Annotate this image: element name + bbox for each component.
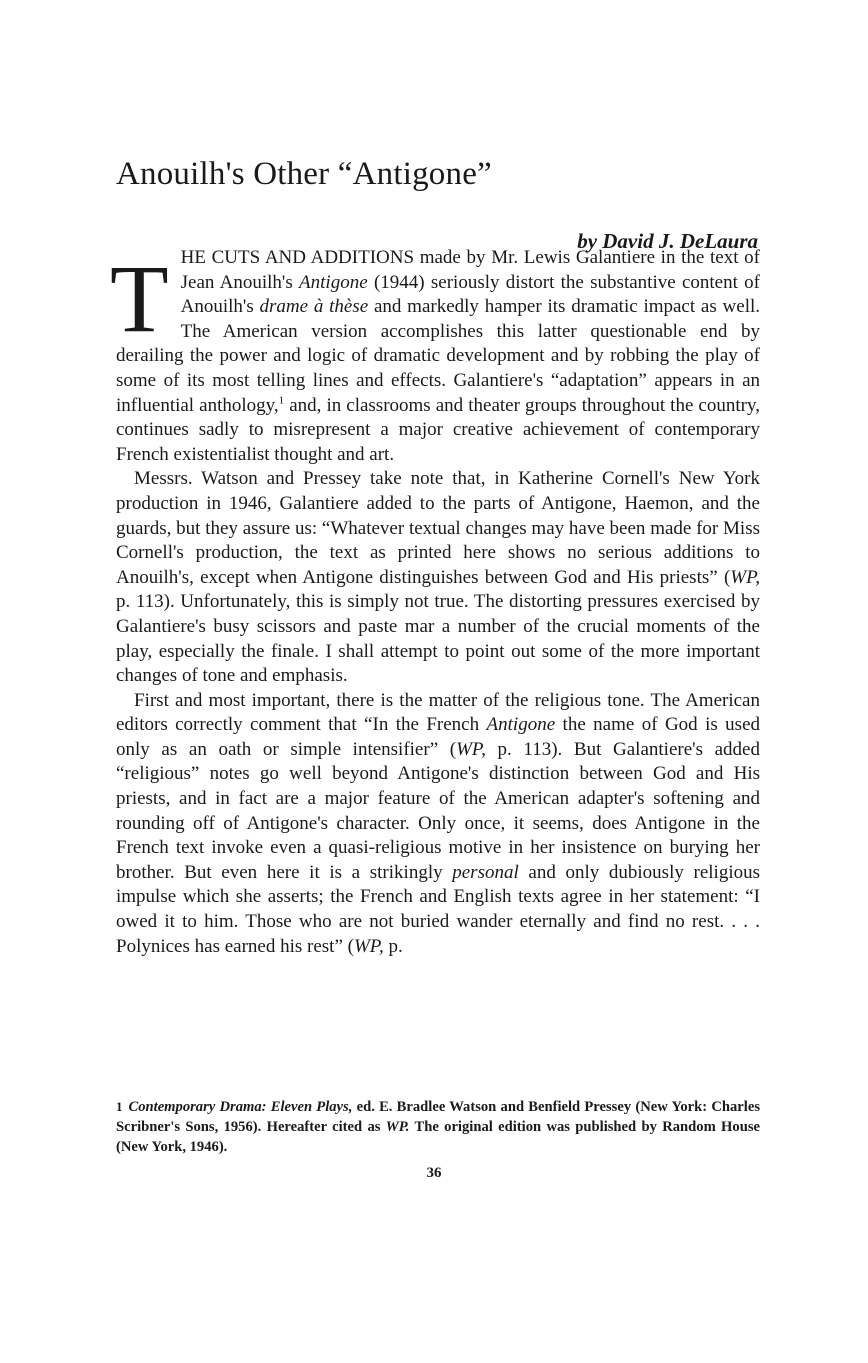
text-run: HE CUTS AND ADDITIONS made by Mr. Lewis Galantiere in the text of Jean Anouilh's bbox=[180, 247, 760, 293]
footnote-text bbox=[116, 1099, 760, 1155]
page-number: 36 bbox=[426, 1165, 442, 1181]
text-run: the name of God is used only as an oath or simple intensifier” ( bbox=[116, 714, 761, 760]
article-byline: by David J. DeLaura bbox=[577, 229, 758, 253]
footnote-ref: 1 bbox=[278, 394, 285, 407]
italic-run: WP, bbox=[730, 566, 760, 588]
italic-run: drame à thèse bbox=[259, 296, 369, 318]
article-body bbox=[110, 245, 761, 959]
text-run: and, in classrooms and theater groups throughout the country, continues sadly to misrepresent a major creative achievement of contemporary French existentialist thought and art. bbox=[116, 394, 760, 465]
paragraph-1 bbox=[110, 245, 760, 467]
text-run: p. 113). But Galantiere's added “religious” notes go well beyond Antigone's distinction between God and His priests, and in fact are a major feature of the American adapter's softening and rounding off of Antigone's character. Only once, it seems, does Antigone in the French text invoke even a quasi-religious motive in her insistence on burying her brother. But even here it is a strikingly bbox=[116, 738, 760, 883]
italic-run: Antigone bbox=[299, 271, 368, 293]
text-run: ed. E. Bradlee Watson and Benfield Pressey (New York: Charles Scribner's Sons, 1956). Hereafter cited as bbox=[116, 1099, 760, 1135]
text-run: p. bbox=[383, 935, 403, 957]
italic-run: Antigone bbox=[486, 714, 556, 736]
text-run: First and most important, there is the matter of the religious tone. The American editors correctly comment that “In the French bbox=[116, 689, 760, 736]
text-run: p. 113). Unfortunately, this is simply not true. The distorting pressures exercised by Galantiere's busy scissors and paste mar a number of the crucial moments of the play, especially the finale. I shall attempt to point out some of the more important changes of tone and emphasis. bbox=[116, 591, 760, 687]
italic-run: WP. bbox=[385, 1119, 410, 1135]
italic-run: personal bbox=[452, 861, 519, 883]
article-title: Anouilh's Other “Antigone” bbox=[116, 156, 492, 192]
footnote bbox=[116, 1097, 760, 1157]
italic-run: WP, bbox=[456, 738, 486, 760]
footnote-number: 1 bbox=[116, 1099, 123, 1114]
italic-run: Contemporary Drama: Eleven Plays, bbox=[128, 1099, 353, 1115]
paragraph-1-text bbox=[116, 247, 760, 465]
drop-cap: T bbox=[110, 245, 169, 352]
paragraph-3 bbox=[116, 689, 760, 960]
text-run: (1944) seriously distort the substantive content of Anouilh's bbox=[180, 271, 760, 318]
italic-run: WP, bbox=[353, 935, 384, 957]
text-run: Messrs. Watson and Pressey take note that, in Katherine Cornell's New York production in 1946, Galantiere added to the parts of Antigone, Haemon, and the guards, but they assure us: “Whatever textual changes may have been made for Miss Cornell's production, the text as printed here shows no serious additions to Anouilh's, except when Antigone distinguishes between God and His priests” ( bbox=[116, 468, 760, 588]
text-run: The original edition was published by Random House (New York, 1946). bbox=[116, 1119, 760, 1155]
paragraph-2 bbox=[116, 467, 760, 688]
text-run: and markedly hamper its dramatic impact as well. The American version accomplishes this latter questionable end by derailing the power and logic of dramatic development and by robbing the play of some of its most telling lines and effects. Galantiere's “adaptation” appears in an influential anthology, bbox=[116, 296, 760, 416]
text-run: and only dubiously religious impulse which she asserts; the French and English texts agree in her statement: “I owed it to him. Those who are not buried wander eternally and find no rest. . . . Polynices has earned his rest” ( bbox=[116, 861, 760, 957]
